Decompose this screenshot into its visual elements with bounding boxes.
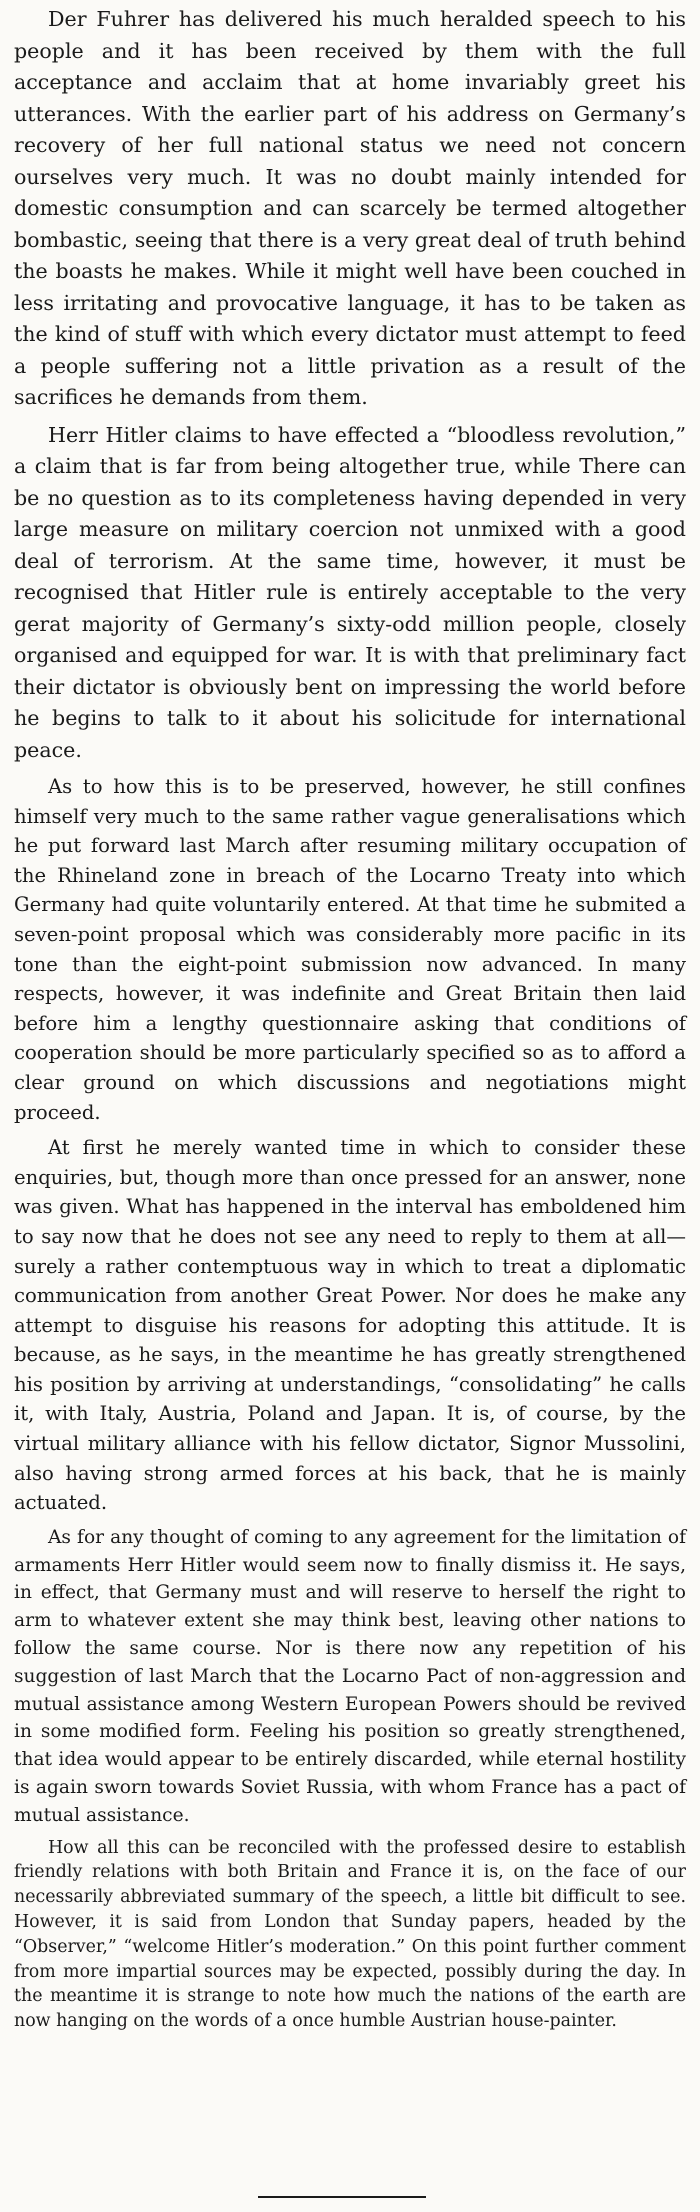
editorial-column [14, 4, 686, 2034]
paragraph-peace-preserved: As to how this is to be preserved, however, he still confines himself very much to the same rather vague generalisations which he put forward last March after resuming military occupation of the Rhineland zone in breach of the Locarno Treaty into which Germany had quite voluntarily entered. At that time he submited a seven-point proposal which was considerably more pacific in its tone than the eight-point submission now advanced. In many respects, however, it was indefinite and Great Britain then laid before him a lengthy questionnaire asking that conditions of cooperation should be more particularly specified so as to afford a clear ground on which discussions and negotiations might proceed. [14, 775, 686, 1124]
end-of-article-rule [258, 2196, 426, 2198]
paragraph-bloodless-revolution: Herr Hitler claims to have effected a “bloodless revolution,” a claim that is far from being altogether true, while There can be no question as to its completeness having depended in very large measure on military coercion not unmixed with a good deal of terrorism. At the same time, however, it must be recognised that Hitler rule is entirely acceptable to the very gerat majority of Germany’s sixty-odd million people, closely organised and equipped for war. It is with that preliminary fact their dictator is obviously bent on impressing the world before he begins to talk to it about his solicitude for international peace. [14, 422, 686, 762]
paragraph-reconciled: How all this can be reconciled with the professed desire to establish friendly relations with both Britain and France it is, on the face of our necessarily abbreviated summary of the speech, a little bit difficult to see. However, it is said from London that Sunday papers, headed by the “Observer,” “welcome Hitler’s moderation.” On this point further comment from more impartial sources may be expected, possibly during the day. In the meantime it is strange to note how much the nations of the earth are now hanging on the words of a once humble Austrian house-painter. [14, 1837, 686, 2032]
paragraph-armaments: As for any thought of coming to any agreement for the limitation of armaments Herr Hitler would seem now to finally dismiss it. He says, in effect, that Germany must and will reserve to herself the right to arm to whatever extent she may think best, leaving other nations to follow the same course. Nor is there now any repetition of his suggestion of last March that the Locarno Pact of non-aggression and mutual assistance among Western European Powers should be revived in some modified form. Feeling his position so greatly strengthened, that idea would appear to be entirely discarded, while eternal hostility is again sworn towards Soviet Russia, with whom France has a pact of mutual assistance. [14, 1526, 686, 1826]
paragraph-enquiries: At first he merely wanted time in which to consider these enquiries, but, though more than once pressed for an answer, none was given. What has happened in the interval has emboldened him to say now that he does not see any need to reply to them at all—surely a rather contemptuous way in which to treat a diplomatic communication from another Great Power. Nor does he make any attempt to disguise his reasons for adopting this attitude. It is because, as he says, in the meantime he has greatly strengthened his position by arriving at understandings, “consolidating” he calls it, with Italy, Austria, Poland and Japan. It is, of course, by the virtual military alliance with his fellow dictator, Signor Mussolini, also having strong armed forces at his back, that he is mainly actuated. [14, 1136, 686, 1515]
paragraph-fuhrer-speech: Der Fuhrer has delivered his much heralded speech to his people and it has been received by them with the full acceptance and acclaim that at home invariably greet his utterances. With the earlier part of his address on Germany’s recovery of her full national status we need not concern ourselves very much. It was no doubt mainly intended for domestic consumption and can scarcely be termed altogether bombastic, seeing that there is a very great deal of truth behind the boasts he makes. While it might well have been couched in less irritating and provocative language, it has to be taken as the kind of stuff with which every dictator must attempt to feed a people suffering not a little privation as a result of the sacrifices he demands from them. [14, 7, 686, 409]
